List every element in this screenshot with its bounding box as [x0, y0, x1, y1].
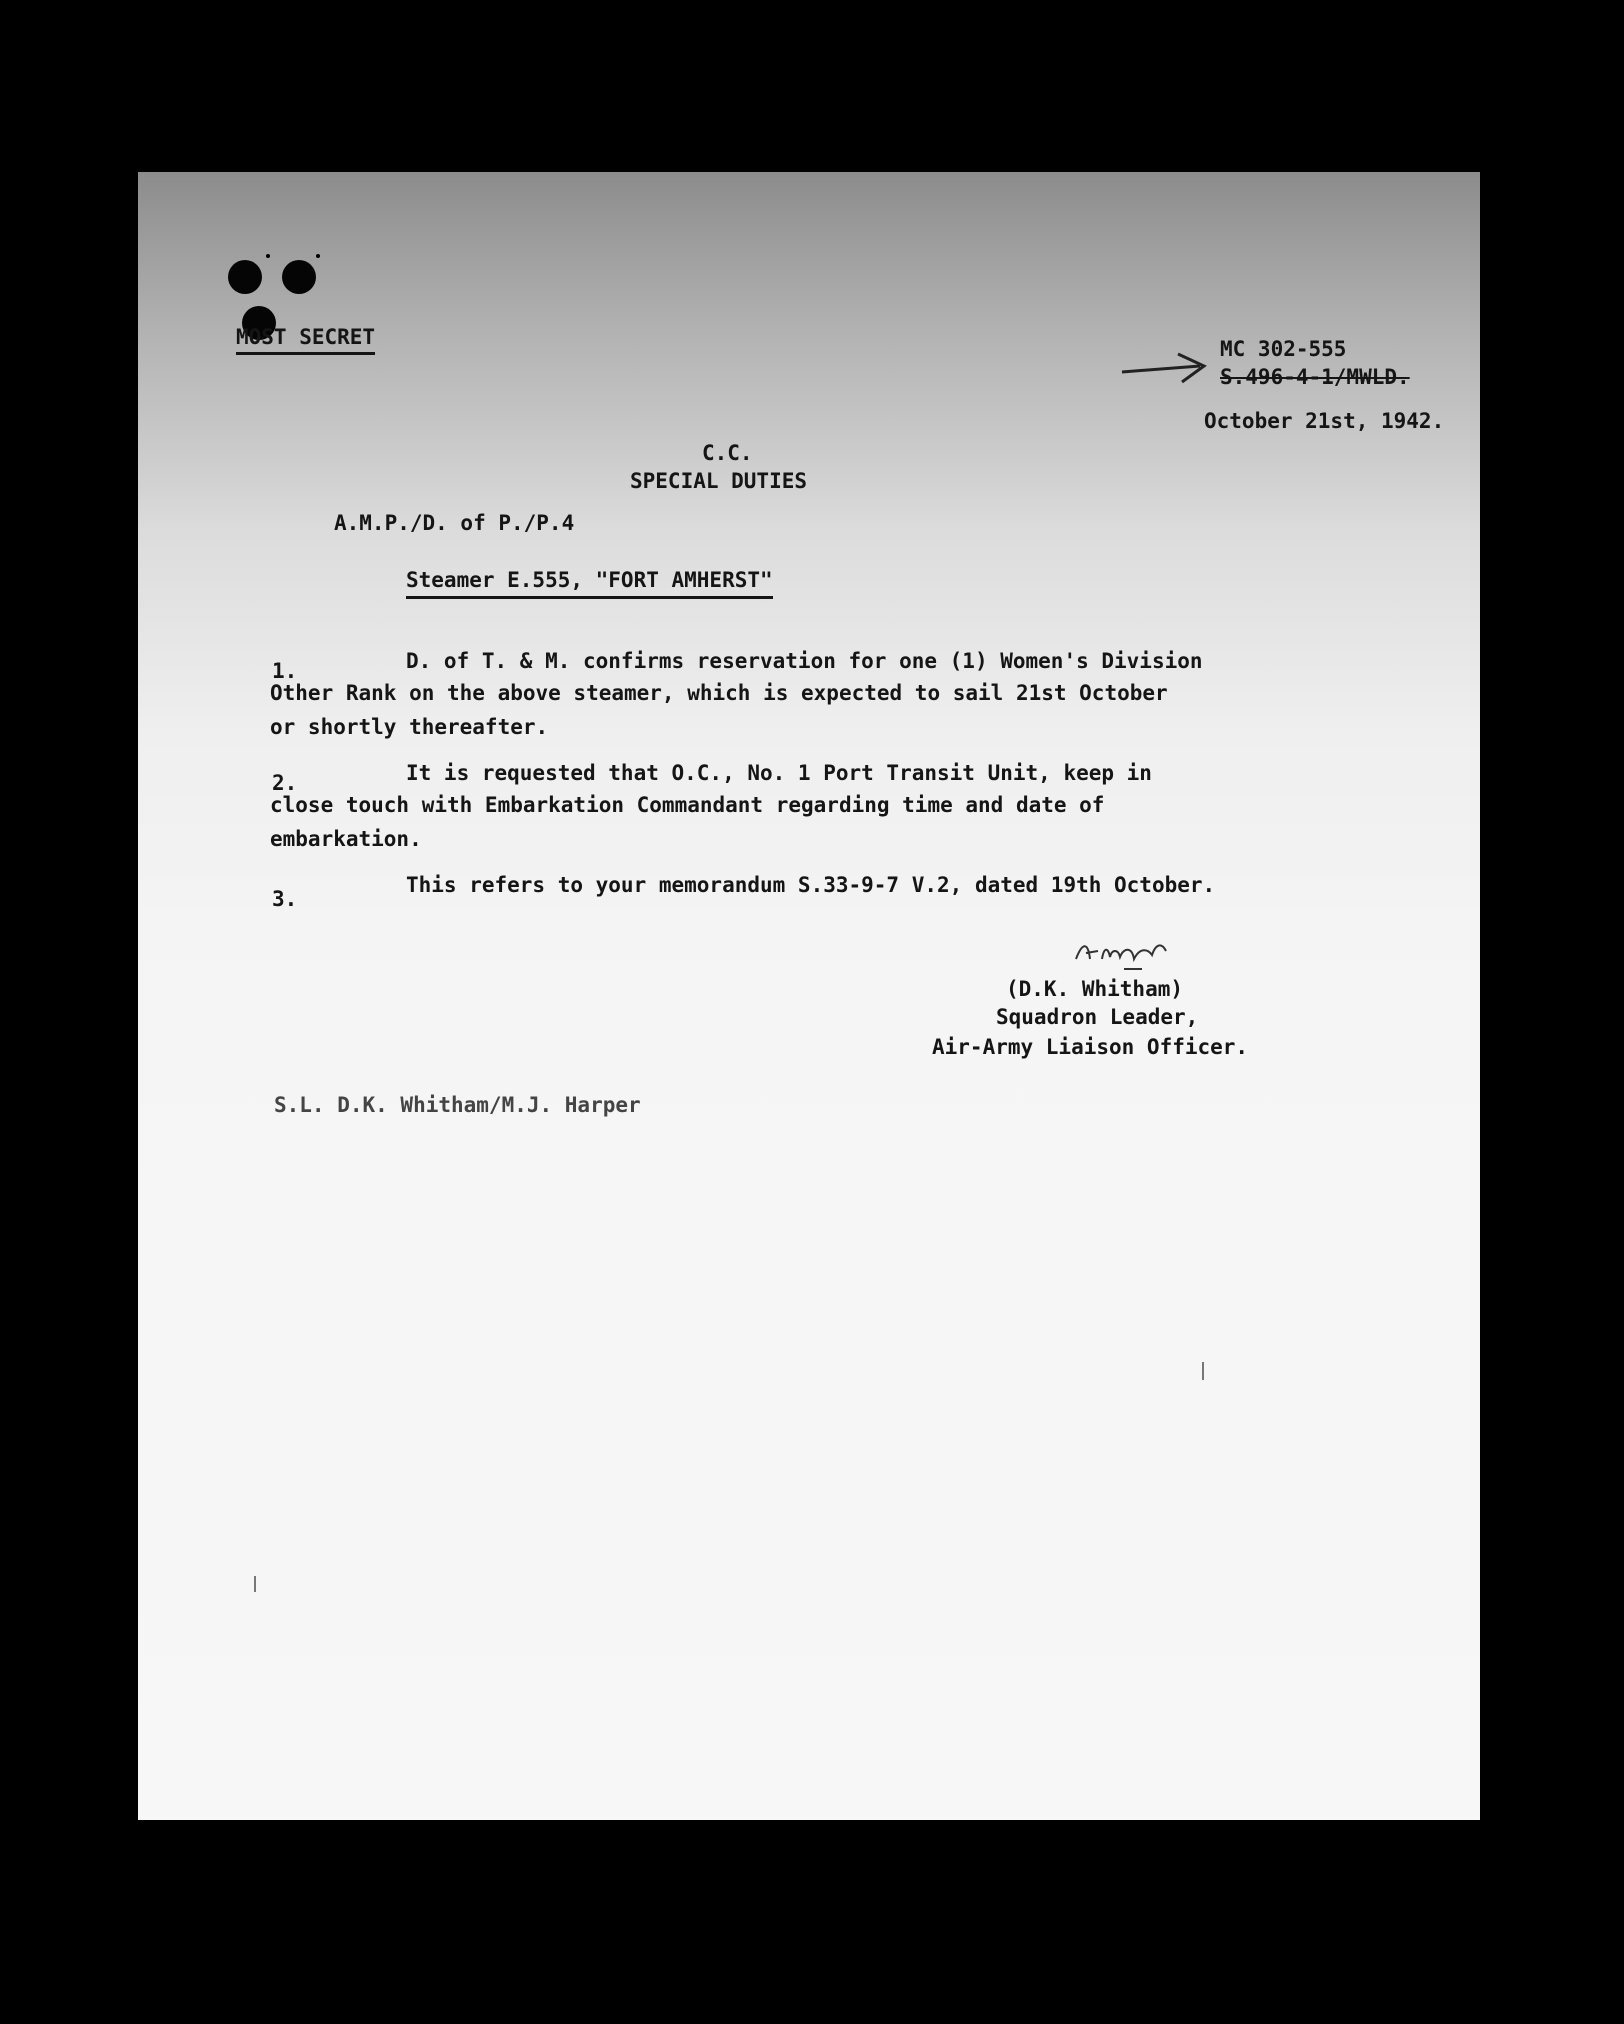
- signatory-rank: Squadron Leader,: [996, 1005, 1199, 1029]
- margin-mark: [254, 1576, 256, 1592]
- paragraph-line: This refers to your memorandum S.33-9-7 V.2, dated 19th October.: [406, 873, 1216, 897]
- speck: [266, 254, 270, 258]
- struck-reference-number: S.496-4-1/MWLD.: [1220, 365, 1410, 389]
- document-date: October 21st, 1942.: [1204, 409, 1445, 433]
- paragraph-line: Other Rank on the above steamer, which is expected to sail 21st October: [270, 681, 1168, 705]
- punch-hole: [228, 260, 262, 294]
- paragraph-line: close touch with Embarkation Commandant regarding time and date of: [270, 793, 1105, 817]
- paragraph-number: 1.: [272, 659, 298, 683]
- addressee-line-1: C.C.: [702, 441, 753, 465]
- signatory-name: (D.K. Whitham): [1006, 977, 1184, 1001]
- paragraph-line: It is requested that O.C., No. 1 Port Transit Unit, keep in: [406, 761, 1152, 785]
- paragraph-line: D. of T. & M. confirms reservation for one (1) Women's Division: [406, 649, 1203, 673]
- classification-label: MOST SECRET: [236, 322, 375, 355]
- signatory-title: Air-Army Liaison Officer.: [932, 1035, 1249, 1059]
- paragraph-number: 3.: [272, 887, 298, 911]
- margin-mark: [1202, 1362, 1204, 1380]
- typist-reference: S.L. D.K. Whitham/M.J. Harper: [274, 1093, 641, 1117]
- addressee-line-2: SPECIAL DUTIES: [630, 469, 808, 493]
- punch-hole: [282, 260, 316, 294]
- paragraph-line: embarkation.: [270, 827, 422, 851]
- paragraph-number: 2.: [272, 771, 298, 795]
- subject-line: Steamer E.555, "FORT AMHERST": [406, 564, 773, 599]
- handwritten-initials: [1068, 929, 1178, 973]
- routing-reference: A.M.P./D. of P./P.4: [334, 511, 575, 535]
- document-page: [138, 172, 1480, 1820]
- reference-number: MC 302-555: [1220, 337, 1347, 361]
- arrow-icon: [1120, 348, 1216, 388]
- paragraph-line: or shortly thereafter.: [270, 715, 549, 739]
- speck: [316, 254, 320, 258]
